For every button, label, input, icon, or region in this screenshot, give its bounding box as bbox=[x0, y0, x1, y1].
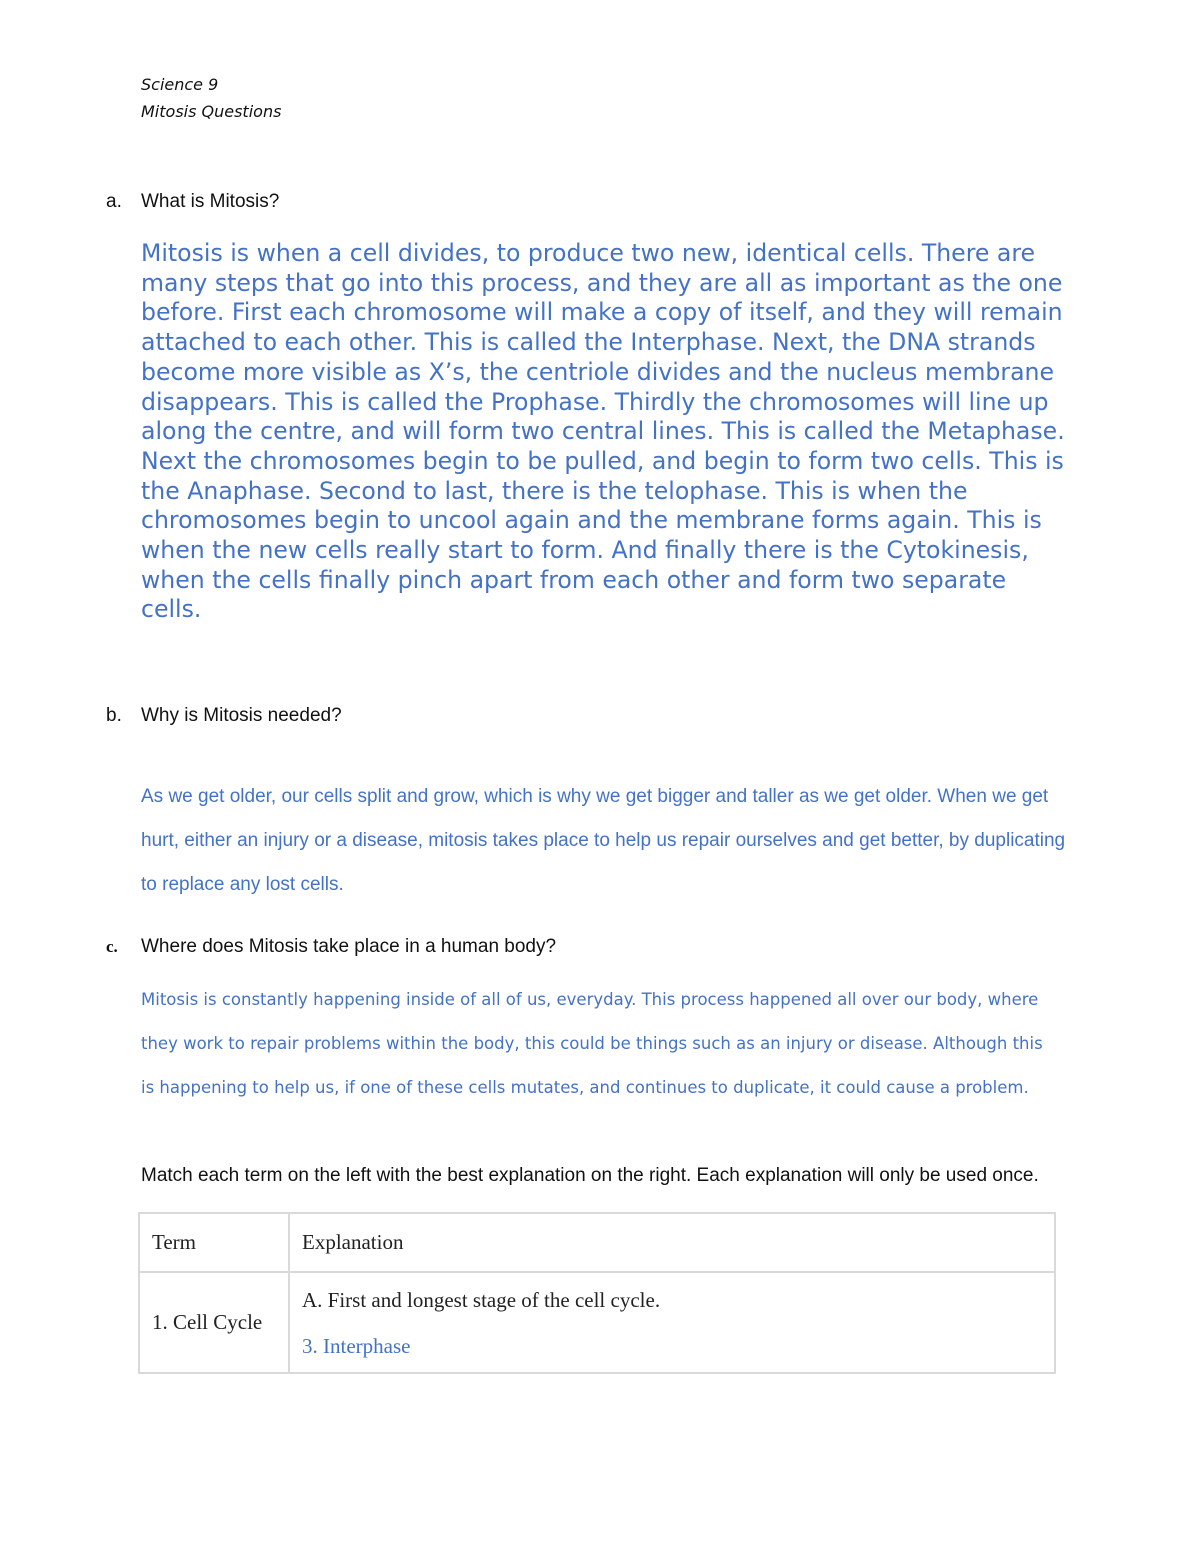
term-column-header: Term bbox=[139, 1213, 289, 1272]
answer-a: Mitosis is when a cell divides, to produce two new, identical cells. There are many steps that go into this process, and they are all as important as the one before. First each chromosome will make a copy of itself, and they will remain attached to each other. This is called the Interphase. Next, the DNA strands become more visible as X’s, the centriole divides and the nucleus membrane disappears. This is called the Prophase. Thirdly the chromosomes will line up along the centre, and will form two central lines. This is called the Metaphase. Next the chromosomes begin to be pulled, and begin to form two cells. This is the Anaphase. Second to last, there is the telophase. This is when the chromosomes begin to uncool again and the membrane forms again. This is when the new cells really start to form. And finally there is the Cytokinesis, when the cells finally pinch apart from each other and form two separate cells. bbox=[141, 239, 1065, 624]
table-header-row bbox=[139, 1213, 1055, 1272]
question-text: What is Mitosis? bbox=[141, 191, 280, 212]
explanation-cell bbox=[289, 1272, 1055, 1373]
matching-answer: 3. Interphase bbox=[302, 1334, 411, 1358]
term-cell: 1. Cell Cycle bbox=[139, 1272, 289, 1373]
worksheet-title: Mitosis Questions bbox=[141, 102, 282, 121]
matching-instructions: Match each term on the left with the best explanation on the right. Each explanation will only be used once. bbox=[141, 1165, 1039, 1186]
question-text: Where does Mitosis take place in a human body? bbox=[141, 936, 557, 957]
table-row bbox=[139, 1272, 1055, 1373]
question-marker: c. bbox=[106, 937, 118, 956]
answer-b: As we get older, our cells split and grow, which is why we get bigger and taller as we get older. When we get hurt, either an injury or a disease, mitosis takes place to help us repair ourselves and get better, by duplicating to replace any lost cells. bbox=[141, 786, 1066, 895]
question-marker: a. bbox=[106, 191, 122, 212]
explanation-text: A. First and longest stage of the cell cycle. bbox=[302, 1288, 661, 1312]
answer-c: Mitosis is constantly happening inside of all of us, everyday. This process happened all over our body, where they work to repair problems within the body, this could be things such as an injury or disease. Although this is happening to help us, if one of these cells mutates, and continues to duplicate, it could cause a problem. bbox=[141, 990, 1043, 1097]
question-text: Why is Mitosis needed? bbox=[141, 705, 342, 726]
question-marker: b. bbox=[106, 705, 122, 726]
matching-table bbox=[138, 1212, 1056, 1374]
course-name: Science 9 bbox=[141, 75, 219, 94]
explanation-column-header: Explanation bbox=[289, 1213, 1055, 1272]
